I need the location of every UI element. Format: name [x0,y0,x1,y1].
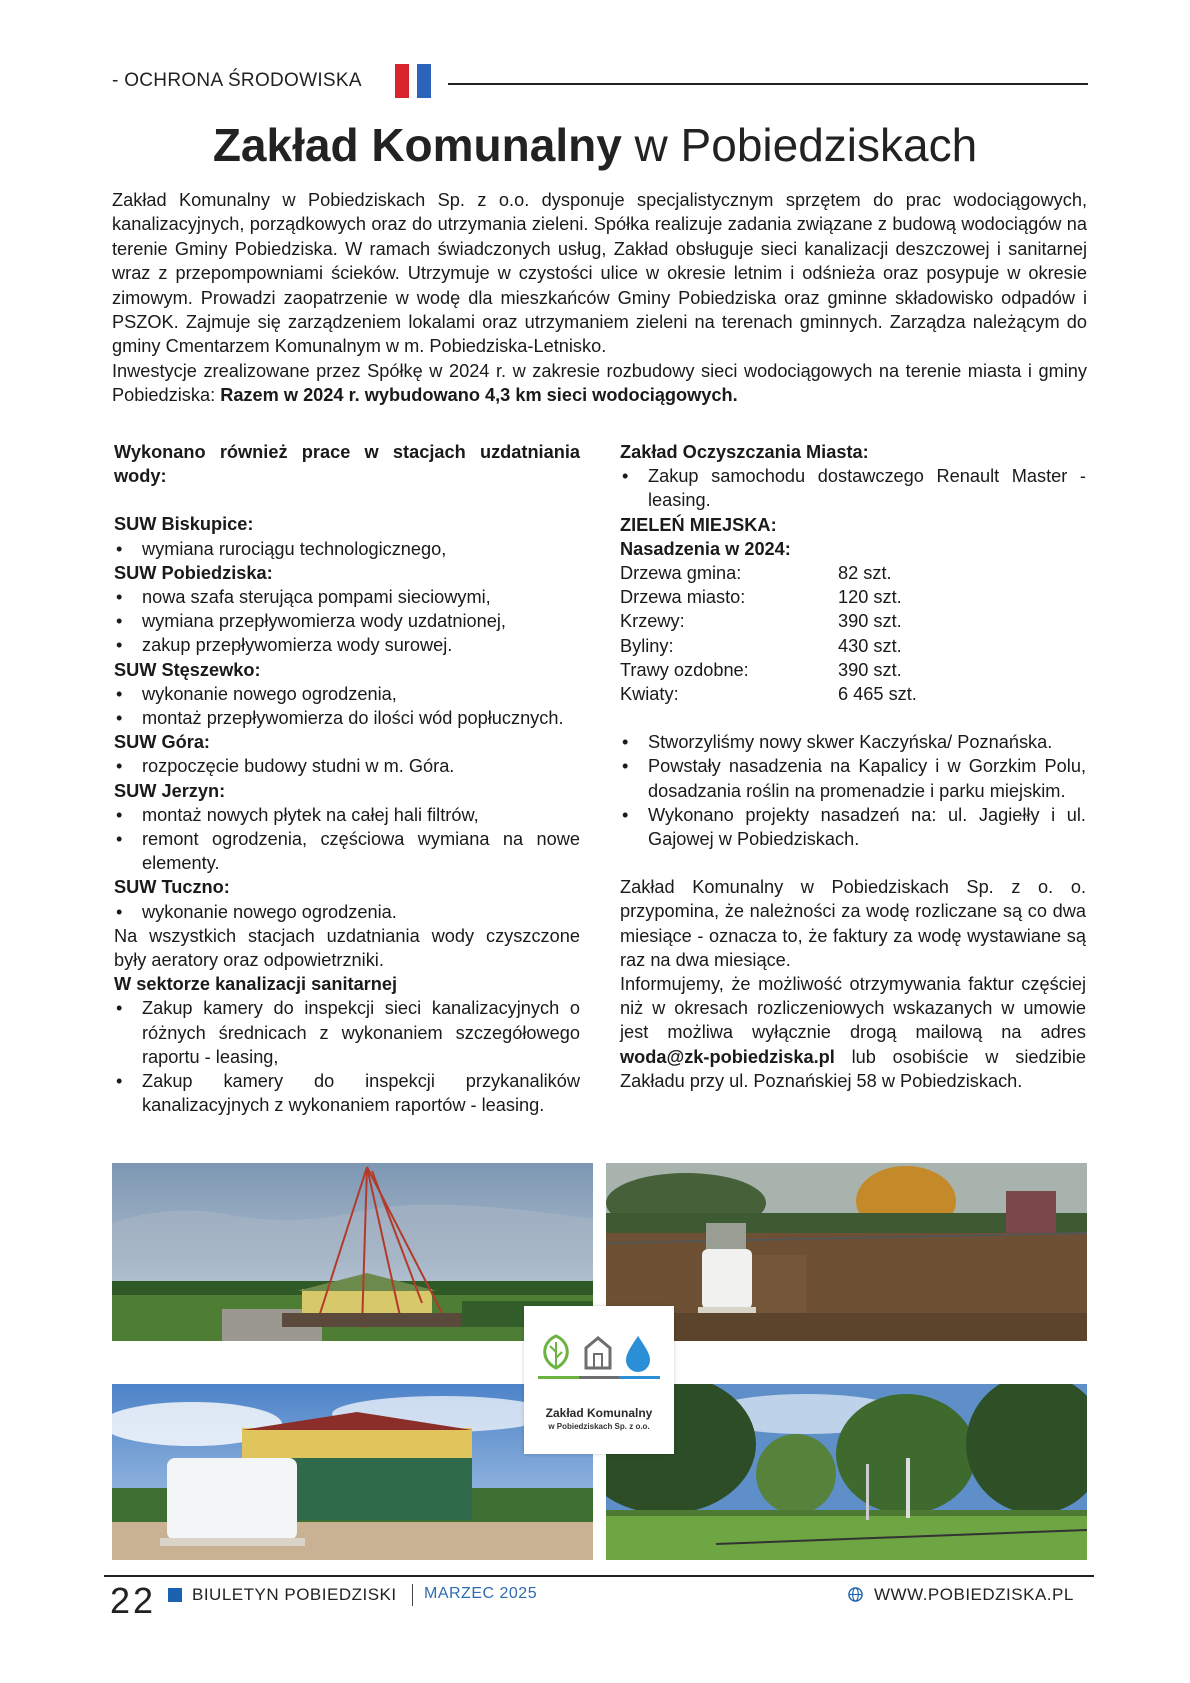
intro-investments-text: Inwestycje zrealizowane przez Spółkę w 2024 r. w zakresie rozbudowy sieci wodociągowych na terenie miasta i gminy Pobiedziska: [112,360,1087,406]
intro-summary: Razem w 2024 r. wybudowano 4,3 km sieci wodociągowych. [220,385,738,406]
footer-square-marker [168,1588,182,1602]
list-item: • Stworzyliśmy nowy skwer Kaczyńska/ Poznańska. [620,730,1086,754]
suw-biskupice-list [114,537,580,561]
planting-label: Drzewa miasto: [620,587,746,608]
sewer-list [114,996,580,1117]
plantings-table [620,561,917,706]
company-logo [524,1306,674,1454]
planting-label: Drzewa gmina: [620,563,742,584]
planting-value: 6 465 szt. [838,684,917,705]
suw-pobiedziska-list [114,585,580,658]
sewer-heading: W sektorze kanalizacji sanitarnej [114,974,398,995]
stations-heading: Wykonano również prace w stacjach uzdatniania wody: [114,442,580,487]
aerators-note: Na wszystkich stacjach uzdatniania wody czyszczone były aeratory oraz odpowietrzniki. [114,925,580,971]
publication-issue: MARZEC 2025 [424,1585,538,1602]
intro-paragraph: Zakład Komunalny w Pobiedziskach Sp. z o.o. dysponuje specjalistycznym sprzętem do prac wodociągowych, kanalizacyjnych, porządkowych oraz do utrzymania zieleni. Spółka realizuje zadania związane z budową wodociągów na terenie Gminy Pobiedziska. W ramach świadczonych usług, Zakład obsługuje sieci kanalizacji deszczowej i sanitarnej wraz z przepompowniami ścieków. Utrzymuje w czystości ulice w okresie letnim i odśnieża oraz posypuje w okresie zimowym. Prowadzi zaopatrzenie w wodę dla mieszkańców Gminy Pobiedziska oraz gminne składowisko odpadów i PSZOK. Zajmuje się zarządzeniem lokalami oraz utrzymaniem zieleni na terenach gminnych. Zarządza należącym do gminy Cmentarzem Komunalnym w m. Pobiedziska-Letnisko. [112,190,1087,357]
intro-investments [112,359,1087,408]
suw-steszewko-heading: SUW Stęszewko: [114,659,261,680]
intro-text [112,188,1087,408]
planting-value: 82 szt. [838,563,892,584]
table-row [620,682,917,706]
plantings-heading: Nasadzenia w 2024: [620,538,791,559]
house-icon [586,1338,610,1368]
logo-company-name: Zakład Komunalny [545,1406,653,1420]
suw-gora-list [114,754,580,778]
photo-park-trees [606,1384,1087,1560]
suw-gora-heading: SUW Góra: [114,732,210,753]
section-label: - OCHRONA ŚRODOWISKA [112,70,362,91]
planting-label: Byliny: [620,635,674,656]
planting-value: 120 szt. [838,587,902,608]
suw-pobiedziska-heading: SUW Pobiedziska: [114,562,273,583]
logo-company-subtitle: w Pobiedziskach Sp. z o.o. [548,1422,650,1431]
invoice-info-text: Informujemy, że możliwość otrzymywania faktur częściej niż w okresach rozliczeniowych wskazanych w umowie jest możliwa wyłącznie drogą mailową na adres [620,974,1086,1043]
globe-icon [848,1587,863,1602]
green-heading: ZIELEŃ MIEJSKA: [620,514,777,535]
invoice-info [620,972,1086,1093]
list-item: • remont ogrodzenia, częściowa wymiana na nowe elementy. [114,827,580,875]
list-item: • wykonanie nowego ogrodzenia. [114,900,580,924]
publication-name: BIULETYN POBIEDZISKI [192,1585,397,1604]
planting-value: 390 szt. [838,611,902,632]
right-column [620,440,1086,1093]
list-item: • Wykonano projekty nasadzeń na: ul. Jagiełły i ul. Gajowej w Pobiedziskach. [620,803,1086,851]
planting-label: Kwiaty: [620,684,679,705]
suw-jerzyn-heading: SUW Jerzyn: [114,780,226,801]
photo-prepared-soil [606,1163,1087,1341]
table-row [620,634,917,658]
footer-separator [412,1584,413,1606]
left-column [114,440,580,1117]
footer-rule [104,1575,1094,1577]
list-item: • Zakup kamery do inspekcji przykanalików kanalizacyjnych z wykonaniem raportów - leasing. [114,1069,580,1117]
page-title-bold: Zakład Komunalny [212,119,622,171]
list-item: • Zakup samochodu dostawczego Renault Master - leasing. [620,464,1086,512]
table-row [620,609,917,633]
list-item: • montaż nowych płytek na całej hali filtrów, [114,803,580,827]
flag-red-bar [395,64,409,98]
list-item: • Powstały nasadzenia na Kapalicy i w Gorzkim Polu, dosadzania roślin na promenadzie i parku miejskim. [620,754,1086,802]
invoice-info-tail: lub osobiście w siedzibie Zakładu przy ul. Poznańskiej 58 w Pobiedziskach. [620,1046,1086,1091]
cleaning-list [620,464,1086,512]
list-item: • Zakup kamery do inspekcji sieci kanalizacyjnych o różnych średnicach z wykonaniem szczegółowego raportu - leasing, [114,996,580,1069]
billing-note: Zakład Komunalny w Pobiedziskach Sp. z o. o. przypomina, że należności za wodę rozliczane są co dwa miesiące - oznacza to, że faktury za wodę wystawiane są raz na dwa miesiące. [620,877,1086,970]
photo-water-station [112,1384,593,1560]
table-row [620,561,917,585]
page-title [0,118,1190,172]
suw-steszewko-list [114,682,580,730]
table-row [620,585,917,609]
header-rule [448,83,1088,85]
list-item: • rozpoczęcie budowy studni w m. Góra. [114,754,580,778]
list-item: • montaż przepływomierza do ilości wód popłucznych. [114,706,580,730]
photo-drilling-rig [112,1163,593,1341]
planting-label: Trawy ozdobne: [620,659,749,680]
cleaning-heading: Zakład Oczyszczania Miasta: [620,442,869,462]
table-row [620,658,917,682]
email-link[interactable]: woda@zk-pobiedziska.pl [620,1046,835,1067]
list-item: • wymiana rurociągu technologicznego, [114,537,580,561]
suw-biskupice-heading: SUW Biskupice: [114,514,254,535]
suw-jerzyn-list [114,803,580,876]
water-drop-icon [626,1336,650,1372]
leaf-icon [545,1336,568,1368]
page-number: 22 [110,1580,157,1621]
suw-tuczno-list [114,900,580,924]
list-item: • zakup przepływomierza wody surowej. [114,633,580,657]
planting-label: Krzewy: [620,611,685,632]
green-list [620,730,1086,851]
list-item: • wykonanie nowego ogrodzenia, [114,682,580,706]
list-item: • nowa szafa sterująca pompami sieciowymi, [114,585,580,609]
flag-blue-bar [417,64,431,98]
planting-value: 390 szt. [838,659,902,680]
list-item: • wymiana przepływomierza wody uzdatnionej, [114,609,580,633]
page-title-rest: w Pobiedziskach [621,119,978,171]
suw-tuczno-heading: SUW Tuczno: [114,877,230,898]
planting-value: 430 szt. [838,635,902,656]
website-link[interactable]: WWW.POBIEDZISKA.PL [874,1585,1074,1604]
